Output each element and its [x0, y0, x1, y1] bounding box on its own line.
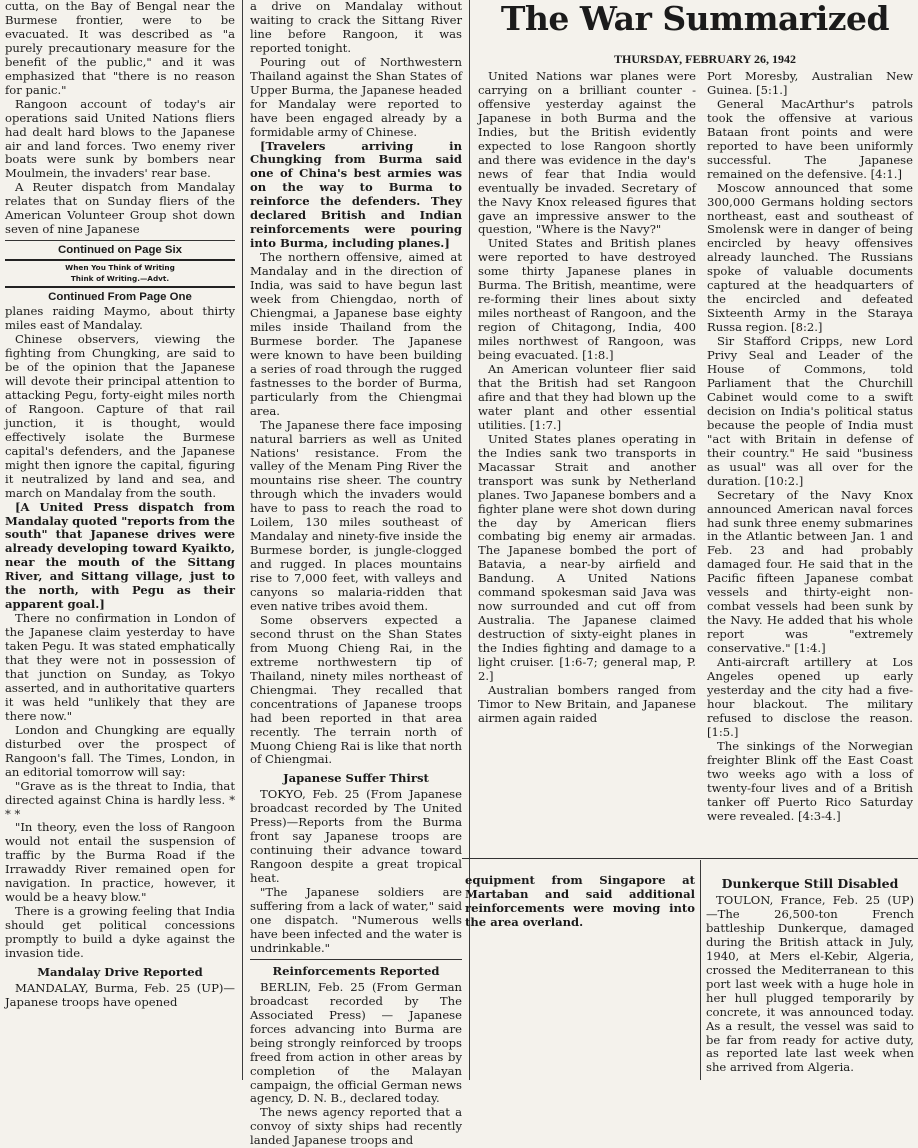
advertisement-line-2: Think of Writing.—Advt. — [70, 273, 170, 283]
paragraph: Secretary of the Navy Knox announced American naval forces had sunk three enemy submarines in the Atlantic between Jan. 1 and Feb. 23 and had probably damaged four. He said that in the Pacific fifteen Japanese combat vessels and thirty-eight non-combat vessels had been sunk by the Navy. He added that his whole report was "extremely conservative." [1:4.] — [707, 487, 913, 656]
paragraph: Australian bombers ranged from Timor to New Britain, and Japanese airmen again raided — [478, 682, 696, 725]
paragraph: A Reuter dispatch from Mandalay relates that on Sunday fliers of the American Volunteer Group shot down seven of nine Japanese — [5, 180, 235, 237]
divider — [5, 259, 235, 261]
paragraph: a drive on Mandalay without waiting to crack the Sittang River line before Rangoon, it was reported tonight. — [250, 0, 462, 55]
paragraph: Rangoon account of today's air operations said United Nations fliers had dealt hard blows to the Japanese air and land forces. Two enemy river boats were sunk by bombers near Moulmein, the invaders' rear base. — [5, 96, 235, 181]
article-column-1 — [5, 0, 235, 1080]
paragraph: "In theory, even the loss of Rangoon would not entail the suspension of traffic by the Burma Road if the Irrawaddy River remained open for navigation. In practice, however, it would be a heavy blow." — [5, 820, 235, 905]
paragraph: "The Japanese soldiers are suffering from a lack of water," said one dispatch. "Numerous wells have been infected and the water is undrinkable." — [250, 885, 462, 955]
paragraph: Some observers expected a second thrust on the Shan States from Muong Chieng Rai, in the extreme northwestern tip of Thailand, ninety miles northeast of Chiengmai. They recalled that concentrations of Japanese troops had been reported in that area recently. The terrain north of Muong Chieng Rai is like that north of Chiengmai. — [250, 612, 462, 767]
paragraph: The northern offensive, aimed at Mandalay and in the direction of India, was said to have begun last week from Chiengdao, north of Chiengmai, a Japanese base eighty miles inside Thailand from the Burmese border. The Japanese were known to have been building a series of road through the rugged fastnesses to the border of Burma, particularly from the Chiengmai area. — [250, 250, 462, 418]
paragraph: equipment from Singapore at Martaban and said additional reinforcements were moving into the area overland. — [465, 873, 695, 929]
advertisement-line-1: When You Think of Writing — [65, 263, 175, 273]
summary-column-left — [478, 70, 696, 860]
divider — [250, 959, 462, 960]
paragraph: Chinese observers, viewing the fighting from Chungking, are said to be of the opinion that the Japanese will devote their principal attention to attacking Pegu, forty-eight miles north of Rangoon. Capture of that rail junction, it is thought, would effectively isolate the Burmese capital's defenders, and the Japanese might then ignore the capital, figuring it neutralized by land and sea, and march on Mandalay from the south. — [5, 332, 235, 500]
paragraph: Moscow announced that some 300,000 Germans holding sectors northeast, east and southeast of Smolensk were in danger of being encircled by heavy offensives already launched. The Russians spoke of valuable documents captured at the headquarters of the encircled and defeated Sixteenth Army in the Staraya Russa region. [8:2.] — [707, 180, 913, 335]
paragraph: Port Moresby, Australian New Guinea. [5:1.] — [707, 69, 913, 97]
section-title: The War Summarized — [500, 0, 890, 38]
paragraph: TOULON, France, Feb. 25 (UP) —The 26,500-ton French battleship Dunkerque, damaged during the British attack in July, 1940, at Mers el-Kebir, Algeria, crossed the Mediterranean to this port last week with a huge hole in her hull plugged temporarily by concrete, it was announced today. As a result, the vessel was said to be far from ready for active duty, as reported late last week when she arrived from Algeria. — [706, 893, 914, 1075]
paragraph: TOKYO, Feb. 25 (From Japanese broadcast recorded by The United Press)—Reports from the Burma front say Japanese troops are continuing their advance toward Rangoon despite a great tropical heat. — [250, 787, 462, 886]
jump-line-continued-from: Continued From Page One — [48, 291, 192, 304]
paragraph: [Travelers arriving in Chungking from Burma said one of China's best armies was on the way to Burma to reinforce the defenders. They declared British and Indian reinforcements were pouring into Burma, including planes.] — [250, 138, 462, 251]
paragraph: cutta, on the Bay of Bengal near the Burmese frontier, were to be evacuated. It was described as "a purely precautionary measure for the benefit of the public," and it was emphasized that "there is no reason for panic." — [5, 0, 235, 97]
paragraph: "Grave as is the threat to India, that directed against China is hardly less. * * * — [5, 778, 235, 821]
article-continuation — [465, 874, 695, 1080]
divider — [5, 240, 235, 241]
jump-line-continued-on: Continued on Page Six — [57, 244, 183, 257]
column-rule — [242, 0, 243, 1080]
paragraph: An American volunteer flier said that the British had set Rangoon afire and that they had blown up the water plant and other essential utilities. [1:7.] — [478, 362, 696, 432]
paragraph: There is a growing feeling that India should get political concessions promptly to build a dyke against the invasion tide. — [5, 904, 235, 961]
subheading-reinforcements: Reinforcements Reported — [272, 963, 440, 978]
paragraph: [A United Press dispatch from Mandalay quoted "reports from the south" that Japanese drives were already developing toward Kyaikto, near the mouth of the Sittang River, and Sittang village, just to the north, with Pegu as their apparent goal.] — [5, 499, 235, 612]
headline-dunkerque: Dunkerque Still Disabled — [721, 876, 899, 891]
article-dunkerque — [706, 874, 914, 1080]
paragraph: planes raiding Maymo, about thirty miles east of Mandalay. — [5, 304, 235, 333]
paragraph: United Nations war planes were carrying on a brilliant counter - offensive yesterday against the Japanese in both Burma and the Indies, but the British evidently expected to lose Rangoon shortly and there was evidence in the day's news of fear that India would eventually be invaded. Secretary of the Navy Knox released figures that gave an impressive answer to the question, "Where is the Navy?" — [478, 69, 696, 237]
paragraph: General MacArthur's patrols took the offensive at various Bataan front points and were reported to have been uniformly successful. The Japanese remained on the defensive. [4:1.] — [707, 96, 913, 181]
paragraph: There no confirmation in London of the Japanese claim yesterday to have taken Pegu. It was stated emphatically that they were not in possession of that junction on Sunday, as Tokyo asserted, and in authoritative quarters it was held "unlikely that they are there now." — [5, 611, 235, 723]
paragraph: Anti-aircraft artillery at Los Angeles opened up early yesterday and the city had a five-hour blackout. The military refused to disclose the reason. [1:5.] — [707, 655, 913, 739]
article-column-2 — [250, 0, 462, 1148]
subheading-thirst: Japanese Suffer Thirst — [283, 771, 429, 786]
paragraph: The news agency reported that a convoy of sixty ships had recently landed Japanese troops and — [250, 1105, 462, 1148]
paragraph: MANDALAY, Burma, Feb. 25 (UP)—Japanese troops have opened — [5, 981, 235, 1009]
paragraph: BERLIN, Feb. 25 (From German broadcast recorded by The Associated Press) — Japanese forces advancing into Burma are being strongly reinforced by troops freed from action in other areas by completion of the Malayan campaign, the official German news agency, D. N. B., declared today. — [250, 979, 462, 1106]
divider — [462, 858, 918, 859]
column-rule — [700, 860, 701, 1080]
paragraph: United States planes operating in the Indies sank two transports in Macassar Strait and another transport was sunk by Netherland planes. Two Japanese bombers and a fighter plane were shot down during the day by American fliers combating big enemy air armadas. The Japanese bombed the port of Batavia, a near-by airfield and Bandung. A United Nations command spokesman said Java was now surrounded and cut off from Australia. The Japanese claimed destruction of sixty-eight planes in the Indies fighting and damage to a light cruiser. [1:6-7; general map, P. 2.] — [478, 431, 696, 683]
paragraph: The sinkings of the Norwegian freighter Blink off the East Coast two weeks ago with a loss of twenty-four lives and of a British tanker off Puerto Rico Saturday were revealed. [4:3-4.] — [707, 738, 913, 823]
paragraph: Pouring out of Northwestern Thailand against the Shan States of Upper Burma, the Japanese headed for Mandalay were reported to have been engaged already by a formidable army of Chinese. — [250, 54, 462, 139]
paragraph: Sir Stafford Cripps, new Lord Privy Seal and Leader of the House of Commons, told Parliament that the Churchill Cabinet would come to a swift decision on India's political status because the people of India must "act with Britain in defense of their country." He said "business as usual" was all over for the duration. [10:2.] — [707, 334, 913, 488]
summary-column-right — [707, 70, 913, 860]
paragraph: The Japanese there face imposing natural barriers as well as United Nations' resistance. From the valley of the Menam Ping River the mountains rise sheer. The country through which the invaders would have to pass to reach the road to Loilem, 130 miles southeast of Mandalay and ninety-five inside the Burmese border, is jungle-clogged and rugged. In places mountains rise to 7,000 feet, with valleys and canyons so malaria-ridden that even native tribes avoid them. — [250, 417, 462, 613]
paragraph: United States and British planes were reported to have destroyed some thirty Japanese planes in Burma. The British, meantime, were re-forming their lines about sixty miles northeast of Rangoon, and the region of Chitagong, India, 400 miles northwest of Rangoon, was being evacuated. [1:8.] — [478, 236, 696, 363]
paragraph: London and Chungking are equally disturbed over the prospect of Rangoon's fall. The Times, London, in an editorial tomorrow will say: — [5, 722, 235, 779]
subheading-mandalay: Mandalay Drive Reported — [37, 965, 203, 979]
dateline: THURSDAY, FEBRUARY 26, 1942 — [614, 52, 796, 66]
divider — [5, 286, 235, 288]
